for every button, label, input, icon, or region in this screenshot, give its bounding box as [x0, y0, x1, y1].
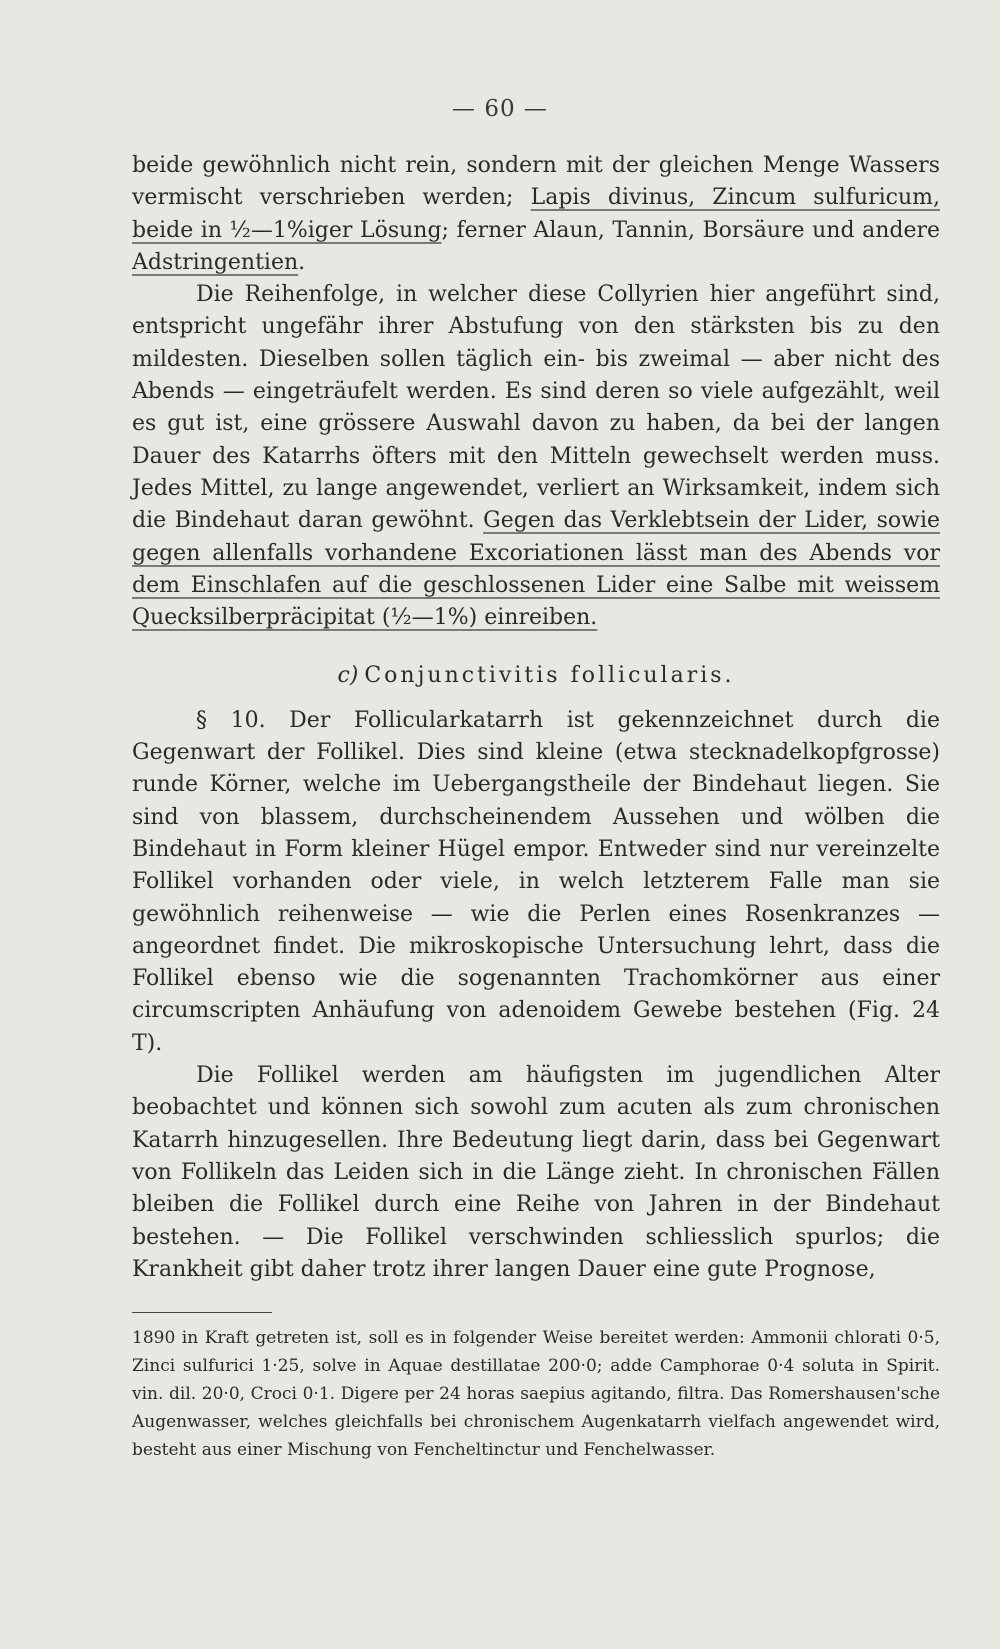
section-letter: c): [337, 663, 359, 689]
text-line: beide gewöhnlich nicht rein, sondern mit der gleichen Menge Wassers: [132, 153, 940, 178]
paragraph-collyrien: [132, 279, 940, 634]
paragraph-section-10: § 10. Der Follicularkatarrh ist gekennzeichnet durch die Gegenwart der Follikel. Dies sind kleine (etwa stecknadelkopfgrosse) runde Körner, welche im Uebergangstheile der Bindehaut liegen. Sie sind von blassem, durchscheinendem Aussehen und wölben die Bindehaut in Form kleiner Hügel empor. Entweder sind nur vereinzelte Follikel vorhanden oder viele, in welch letzterem Falle man sie gewöhnlich reihenweise — wie die Perlen eines Rosenkranzes — angeordnet findet. Die mikroskopische Untersuchung lehrt, dass die Follikel ebenso wie die sogenannten Trachomkörner aus einer circumscripten Anhäufung von adenoidem Gewebe bestehen (Fig. 24 T).: [132, 707, 940, 1056]
paragraph-follikel: Die Follikel werden am häufigsten im jugendlichen Alter beobachtet und können sich sowohl zum acuten als zum chronischen Katarrh hinzugesellen. Ihre Bedeutung liegt darin, dass bei Gegenwart von Follikeln das Leiden sich in die Länge zieht. In chronischen Fällen bleiben die Follikel durch eine Reihe von Jahren in der Bindehaut bestehen. — Die Follikel verschwinden schliesslich spurlos; die Krankheit gibt daher trotz ihrer langen Dauer eine gute Prognose,: [132, 1063, 940, 1282]
main-text: [132, 150, 940, 1286]
section-heading: [132, 660, 940, 692]
footnote-rule: [132, 1312, 272, 1313]
text-line: ; ferner Alaun, Tannin, Borsäure und andere: [441, 217, 940, 243]
underlined-text: Adstringentien: [132, 249, 299, 275]
text-line: .: [298, 249, 306, 275]
paragraph-text: Die Reihenfolge, in welcher diese Collyrien hier angeführt sind, entspricht ungefähr ihrer Abstufung von den stärksten bis zu den mildesten. Dieselben sollen täglich ein- bis zweimal — aber nicht des Abends — eingeträufelt werden. Es sind deren so viele aufgezählt, weil es gut ist, eine grössere Auswahl davon zu haben, da bei der langen Dauer des Katarrhs öfters mit den Mitteln gewechselt werden muss. Jedes Mittel, zu lange angewendet, verliert an Wirksamkeit, indem sich die Bindehaut daran gewöhnt.: [132, 282, 940, 534]
text-line: vermischt verschrieben werden;: [132, 185, 514, 211]
paragraph-continuation: [132, 150, 940, 279]
underlined-text: Gegen das Verklebtsein der Lider, sowie gegen allenfalls vorhandene Excoriationen lässt man des Abends vor dem Einschlafen auf die geschlossenen Lider eine Salbe mit weissem Quecksilberpräcipitat (½—1%) einreiben.: [132, 508, 940, 631]
underlined-text: Lapis divinus, Zincum sulfuricum,: [530, 185, 940, 211]
section-title: Conjunctivitis follicularis.: [364, 663, 735, 689]
footnote-text: 1890 in Kraft getreten ist, soll es in folgender Weise bereitet werden: Ammonii chlorati 0·5, Zinci sulfurici 1·25, solve in Aquae destillatae 200·0; adde Camphorae 0·4 soluta in Spirit. vin. dil. 20·0, Croci 0·1. Digere per 24 horas saepius agitando, filtra. Das Romershausen'sche Augenwasser, welches gleichfalls bei chronischem Augenkatarrh vielfach angewendet wird, besteht aus einer Mischung von Fencheltinctur und Fenchelwasser.: [132, 1328, 940, 1460]
footnote: [132, 1324, 940, 1464]
page-number: — 60 —: [452, 96, 548, 122]
underlined-text: beide in ½—1%iger Lösung: [132, 217, 442, 243]
